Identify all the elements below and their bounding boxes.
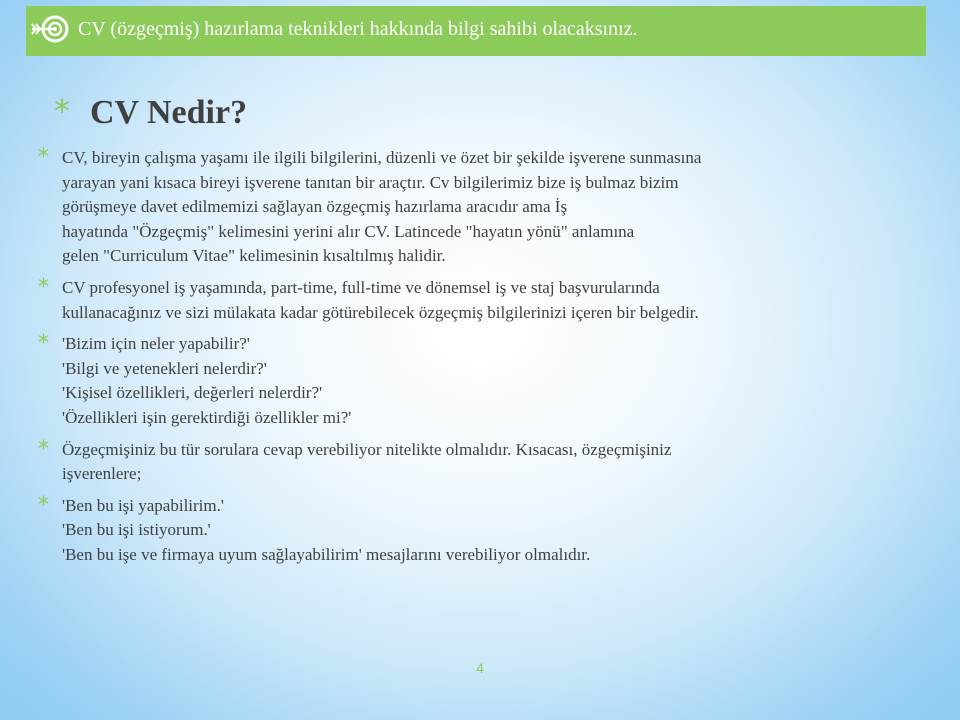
bullet-star: * [38, 274, 49, 300]
bullet-item-messages [38, 494, 918, 568]
bullet-star: * [38, 331, 49, 357]
bullet-line: 'Bizim için neler yapabilir?' [62, 334, 250, 354]
bullet-list [38, 146, 918, 575]
bullet-item-summary [38, 438, 918, 487]
page-number: 4 [476, 660, 484, 676]
bullet-line: CV, bireyin çalışma yaşamı ile ilgili bilgilerini, düzenli ve özet bir şekilde işverene sunmasına [62, 148, 702, 167]
bullet-line: görüşmeye davet edilmemizi sağlayan özgeçmiş hazırlama aracıdır ama İş [62, 197, 568, 217]
bullet-line: gelen "Curriculum Vitae" kelimesinin kısaltılmış halidir. [62, 246, 446, 266]
banner-text: CV (özgeçmiş) hazırlama teknikleri hakkında bilgi sahibi olacaksınız. [78, 18, 638, 40]
bullet-line: 'Ben bu işe ve firmaya uyum sağlayabilirim' mesajlarını verebiliyor olmalıdır. [62, 544, 591, 564]
bullet-line: yarayan yani kısaca bireyi işverene tanıtan bir araçtır. Cv bilgilerimiz bize iş bulmaz bizim [62, 172, 679, 192]
title-bullet-star: * [54, 92, 70, 130]
bullet-item-definition [38, 146, 918, 269]
bullet-line: 'Ben bu işi istiyorum.' [62, 520, 211, 540]
bullet-line: hayatında "Özgeçmiş" kelimesini yerini alır CV. Latincede "hayatın yönü" anlamına [62, 221, 635, 241]
bullet-line: kullanacağınız ve sizi mülakata kadar götürebilecek özgeçmiş bilgilerinizi içeren bir belgedir. [62, 302, 699, 322]
bullet-line: 'Bilgi ve yetenekleri nelerdir?' [62, 358, 267, 378]
bullet-star: * [38, 436, 49, 462]
title-text: CV Nedir? [90, 94, 248, 131]
target-arrow-icon [28, 9, 74, 49]
bullet-star: * [38, 145, 49, 170]
bullet-item-questions [38, 332, 918, 430]
objective-banner [26, 6, 926, 56]
bullet-line: işverenlere; [62, 464, 142, 484]
bullet-line: CV profesyonel iş yaşamında, part-time, full-time ve dönemsel iş ve staj başvurularında [62, 277, 660, 297]
bullet-item-professional [38, 276, 918, 325]
bullet-line: 'Ben bu işi yapabilirim.' [62, 495, 224, 515]
bullet-star: * [38, 492, 49, 518]
bullet-line: Özgeçmişiniz bu tür sorulara cevap verebiliyor nitelikte olmalıdır. Kısacası, özgeçmişiniz [62, 439, 672, 459]
bullet-line: 'Özellikleri işin gerektirdiği özellikler mi?' [62, 407, 352, 427]
bullet-line: 'Kişisel özellikleri, değerleri nelerdir?' [62, 383, 323, 403]
